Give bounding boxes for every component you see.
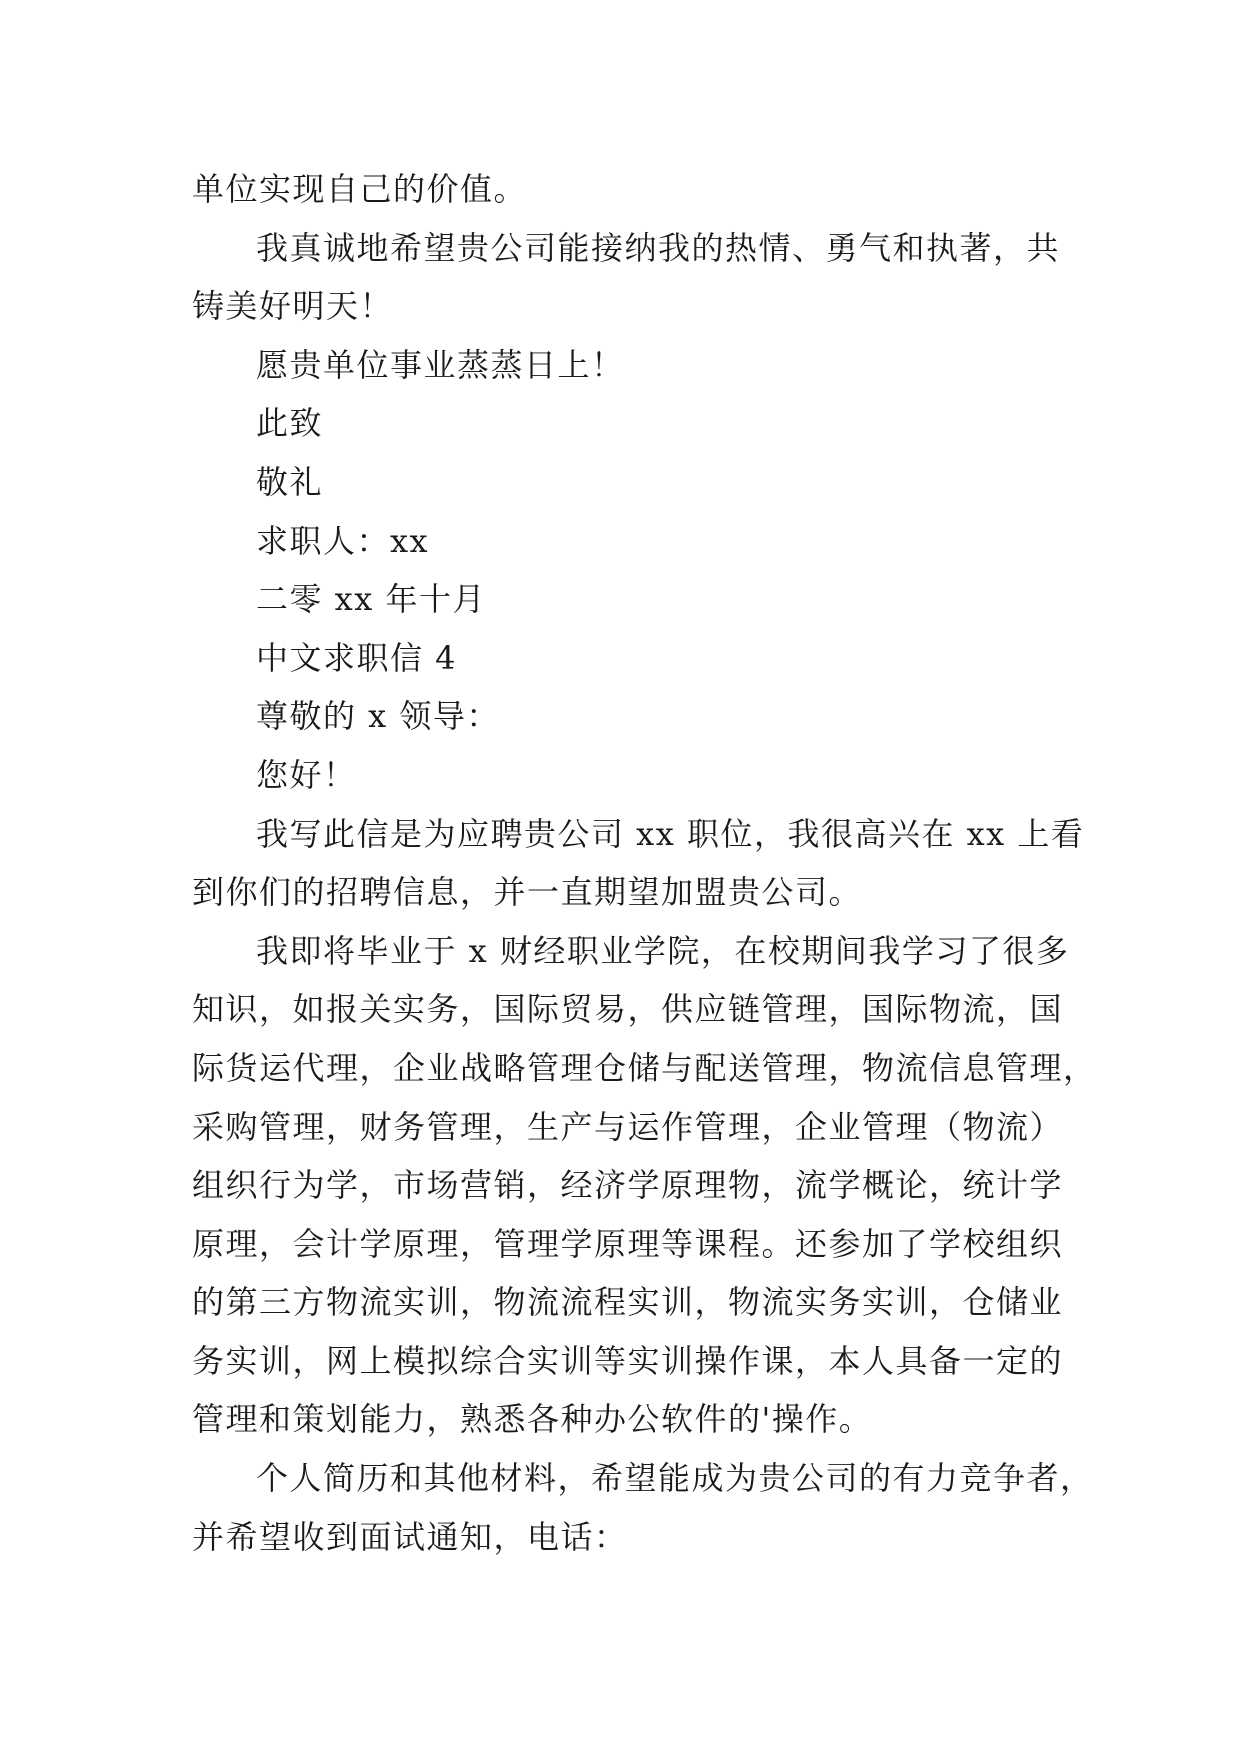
text-line: 个人简历和其他材料，希望能成为贵公司的有力竞争者，: [256, 1459, 1094, 1498]
closing-salutation: 此致: [256, 404, 324, 443]
text-line: 到你们的招聘信息，并一直期望加盟贵公司。: [192, 873, 863, 912]
text-line: 务实训，网上模拟综合实训等实训操作课，本人具备一定的: [192, 1341, 1064, 1380]
text-line: 原理，会计学原理，管理学原理等课程。还参加了学校组织: [192, 1224, 1064, 1263]
closing-regards: 敬礼: [256, 462, 324, 501]
text-line: 组织行为学，市场营销，经济学原理物，流学概论，统计学: [192, 1166, 1064, 1205]
section-heading: 中文求职信 4: [256, 638, 458, 677]
text-line: 愿贵单位事业蒸蒸日上！: [256, 345, 625, 384]
text-line: 知识，如报关实务，国际贸易，供应链管理，国际物流，国: [192, 990, 1064, 1029]
letter-body: [192, 160, 1097, 1566]
greeting-recipient: 尊敬的 x 领导：: [256, 697, 500, 736]
text-line: 管理和策划能力，熟悉各种办公软件的'操作。: [192, 1400, 873, 1439]
greeting: 您好！: [256, 755, 357, 794]
signature-date: 二零 xx 年十月: [256, 580, 486, 619]
text-line: 我写此信是为应聘贵公司 xx 职位，我很高兴在 xx 上看: [256, 814, 1085, 853]
text-line: 采购管理，财务管理，生产与运作管理，企业管理（物流）: [192, 1107, 1064, 1146]
signature-applicant: 求职人：xx: [256, 521, 430, 560]
text-line: 的第三方物流实训，物流流程实训，物流实务实训，仓储业: [192, 1283, 1064, 1322]
text-line: 我即将毕业于 x 财经职业学院，在校期间我学习了很多: [256, 931, 1070, 970]
text-line: 际货运代理，企业战略管理仓储与配送管理，物流信息管理，: [192, 1048, 1097, 1087]
text-line: 我真诚地希望贵公司能接纳我的热情、勇气和执著，共: [256, 228, 1061, 267]
text-line: 并希望收到面试通知，电话：: [192, 1517, 628, 1556]
text-line: 单位实现自己的价值。: [192, 170, 528, 208]
text-line: 铸美好明天！: [192, 287, 394, 326]
